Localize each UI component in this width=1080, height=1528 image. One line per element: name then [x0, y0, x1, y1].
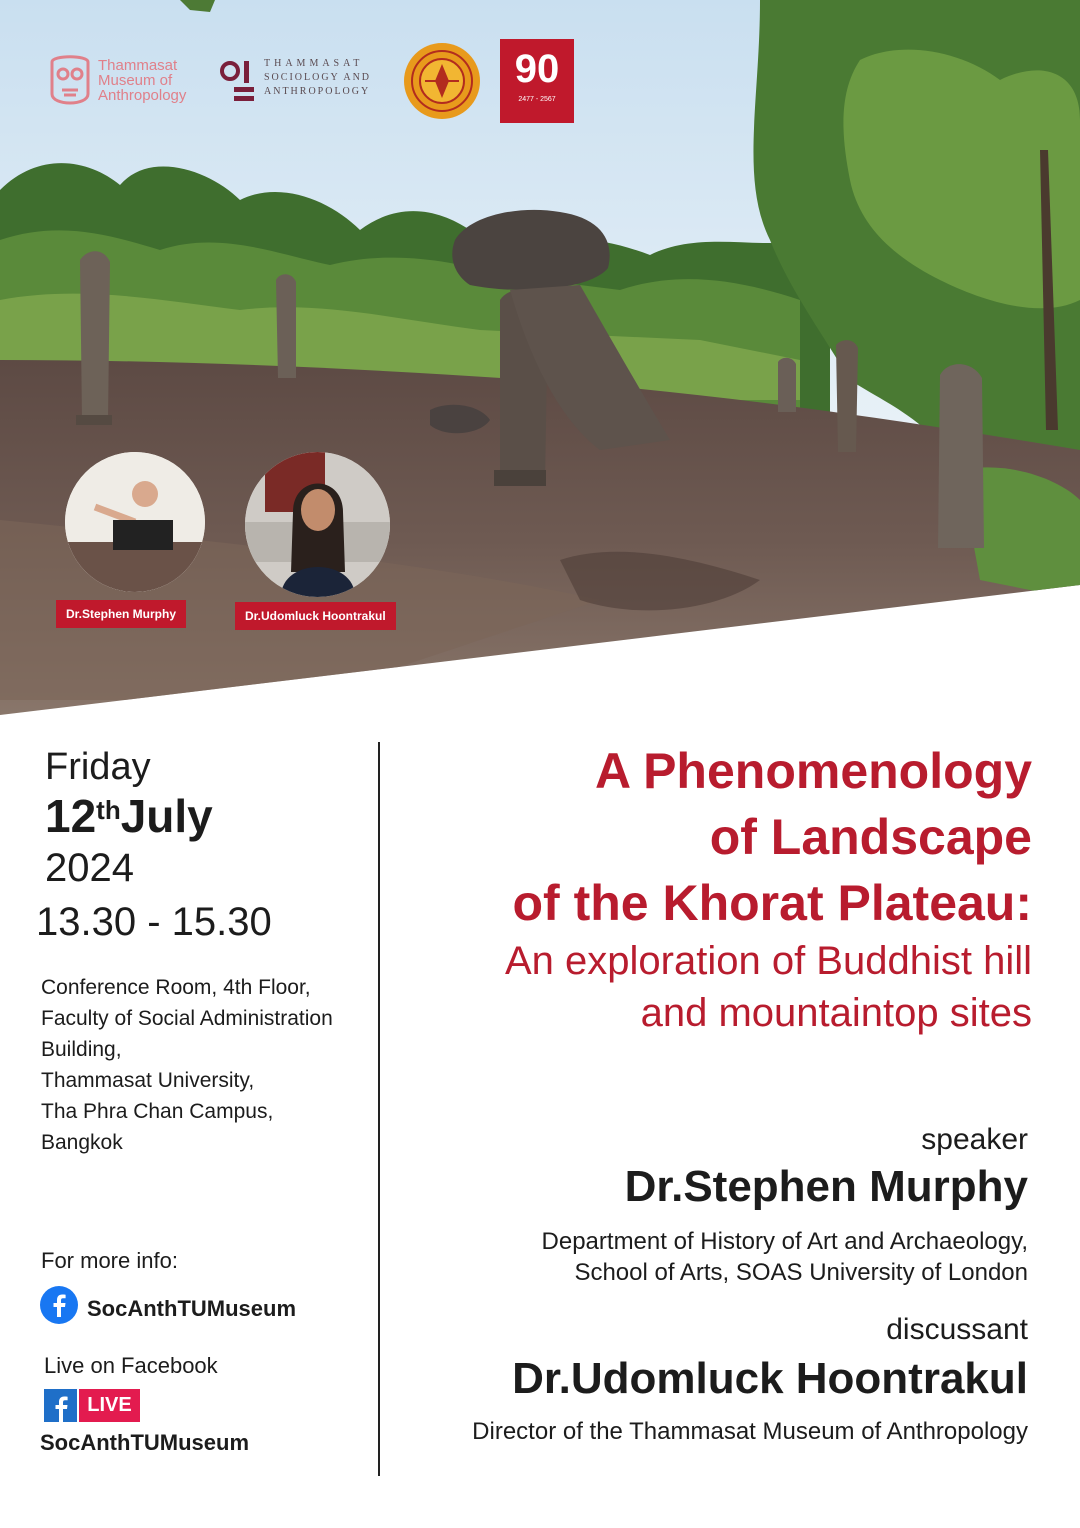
anniversary-years: 2477 - 2567 [518, 96, 556, 103]
discussant-role: discussant [886, 1313, 1028, 1346]
museum-logo-line1: Thammasat [98, 57, 178, 74]
discussant-name-tag: Dr.Udomluck Hoontrakul [235, 602, 396, 630]
museum-mask-icon [46, 52, 94, 108]
speaker-name-tag: Dr.Stephen Murphy [56, 600, 186, 628]
event-time: 13.30 - 15.30 [36, 900, 272, 944]
live-on-facebook-label: Live on Facebook [44, 1353, 218, 1378]
venue-line: Building, [41, 1038, 122, 1061]
facebook-live-icon [44, 1389, 77, 1422]
venue-line: Conference Room, 4th Floor, [41, 976, 311, 999]
title-line3: of the Khorat Plateau: [512, 875, 1032, 931]
event-date-number: 12 [45, 790, 97, 842]
speaker-affiliation [542, 1226, 1028, 1288]
speaker-role: speaker [921, 1123, 1028, 1156]
facebook-live-badge [44, 1389, 140, 1422]
event-date [45, 745, 213, 893]
event-date-suffix: th [96, 795, 121, 825]
speaker-photo [65, 452, 205, 592]
event-month: July [120, 790, 213, 842]
university-seal-icon [403, 42, 481, 120]
department-mark-icon [220, 57, 256, 103]
department-logo-line2: SOCIOLOGY AND [264, 72, 372, 83]
venue-line: Faculty of Social Administration [41, 1007, 333, 1030]
department-logo-line1: THAMMASAT [264, 58, 364, 69]
discussant-affiliation: Director of the Thammasat Museum of Anthropology [472, 1418, 1028, 1445]
title-line2: of Landscape [709, 809, 1032, 865]
museum-logo-line2: Museum of [98, 72, 173, 89]
speaker-portrait-icon [65, 452, 205, 592]
event-venue [41, 972, 361, 1158]
facebook-page-link[interactable]: SocAnthTUMuseum [87, 1296, 296, 1321]
venue-line: Thammasat University, [41, 1069, 255, 1092]
department-logo [220, 55, 390, 105]
event-title [392, 738, 1032, 1040]
facebook-live-page-link[interactable]: SocAnthTUMuseum [40, 1430, 249, 1455]
discussant-portrait-icon [245, 452, 390, 597]
speaker-affiliation-line1: Department of History of Art and Archaeology, [541, 1228, 1028, 1255]
department-logo-line3: ANTHROPOLOGY [264, 86, 371, 97]
column-divider [378, 742, 380, 1476]
museum-logo [46, 52, 206, 110]
subtitle-line2: and mountaintop sites [640, 991, 1032, 1035]
event-year: 2024 [45, 846, 134, 890]
speaker-affiliation-line2: School of Arts, SOAS University of London [574, 1259, 1028, 1286]
subtitle-line1: An exploration of Buddhist hill [505, 939, 1032, 983]
event-date-line [45, 789, 213, 843]
anniversary-number: 90 [514, 47, 560, 91]
discussant-photo [245, 452, 390, 597]
event-day: Friday [45, 746, 151, 788]
museum-logo-line3: Anthropology [98, 87, 187, 104]
title-line1: A Phenomenology [594, 743, 1032, 799]
speaker-name: Dr.Stephen Murphy [624, 1162, 1028, 1211]
anniversary-logo [500, 39, 574, 123]
facebook-icon[interactable] [40, 1286, 78, 1324]
live-badge-label: LIVE [79, 1389, 140, 1422]
more-info-label: For more info: [41, 1248, 178, 1273]
venue-line: Bangkok [41, 1131, 123, 1154]
discussant-name: Dr.Udomluck Hoontrakul [512, 1354, 1028, 1403]
venue-line: Tha Phra Chan Campus, [41, 1100, 274, 1123]
